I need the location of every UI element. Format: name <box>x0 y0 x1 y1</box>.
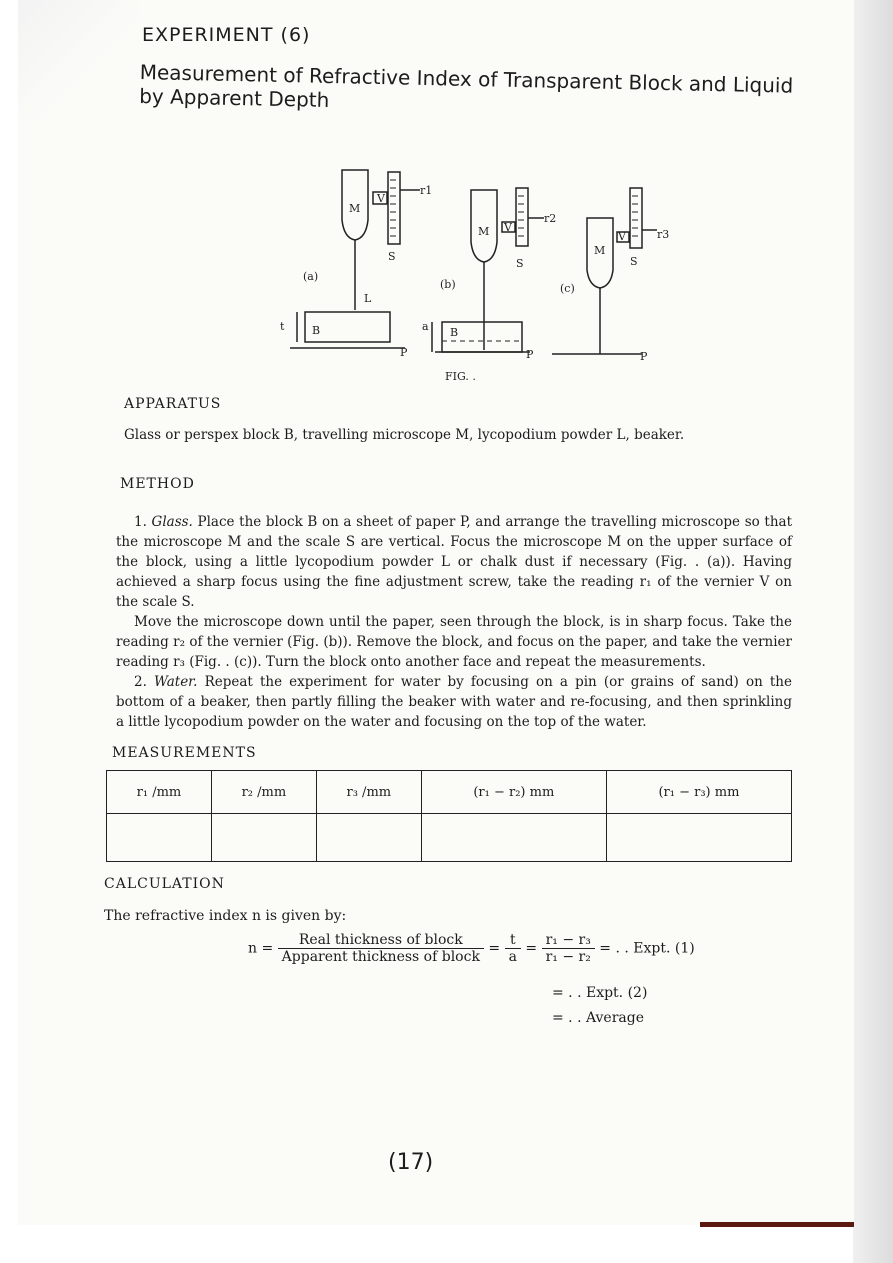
label-v-b: V <box>504 221 512 234</box>
method-step-1-text: Place the block B on a sheet of paper P, and arrange the travelling microscope so that the microscope M and the scale S are vertical. Focus the microscope M on the upper surface of the block, using a little lycopodium powder L or chalk dust if necessary (Fig. . (a)). Having achieved a sharp focus using the fine adjustment screw, take the reading r₁ of the vernier V on the scale S. <box>116 514 792 610</box>
equals-1: = <box>488 940 501 957</box>
cell-r1-minus-r2 <box>421 814 606 862</box>
readings-denominator: r₁ − r₂ <box>545 949 591 965</box>
label-t: t <box>280 320 285 333</box>
label-s-a: S <box>388 250 396 263</box>
label-a: (a) <box>303 270 319 283</box>
measurements-table <box>106 770 792 862</box>
calculation-heading: CALCULATION <box>104 876 225 892</box>
label-s-c: S <box>630 255 638 268</box>
label-p-b: P <box>526 348 534 361</box>
refractive-index-formula <box>248 932 695 965</box>
method-step-1b-text: Move the microscope down until the paper, seen through the block, is in sharp focus. Take the reading r₂ of the vernier (Fig. (b)). Remove the block, and focus on the paper, and take the vernier reading r₃ (Fig. . (c)). Turn the block onto another face and repeat the measurements. <box>116 614 792 670</box>
method-step-2-number: 2. <box>134 674 147 690</box>
label-m-c: M <box>594 244 606 257</box>
method-step-2-text: Repeat the experiment for water by focusing on a pin (or grains of sand) on the bottom of a beaker, then partly filling the beaker with water and re-focusing, and then sprinkling a little lycopodium powder on the water and focusing on the top of the water. <box>116 674 792 730</box>
average: = . . Average <box>552 1010 645 1026</box>
cell-r3 <box>316 814 421 862</box>
method-glass-paragraph <box>116 512 792 612</box>
label-l: L <box>364 292 372 305</box>
method-step-1-label: Glass. <box>151 514 193 530</box>
label-r2: r2 <box>544 212 557 225</box>
label-s-b: S <box>516 257 524 270</box>
calculation-intro: The refractive index n is given by: <box>104 908 347 924</box>
col-r3: r₃ /mm <box>316 771 421 814</box>
col-r2: r₂ /mm <box>211 771 316 814</box>
label-r3: r3 <box>657 228 670 241</box>
label-p-c: P <box>640 350 648 363</box>
label-apparent-a: a <box>422 320 429 333</box>
experiment-subtitle: Measurement of Refractive Index of Transparent Block and Liquid by Apparent Depth <box>138 60 794 112</box>
cell-r1-minus-r3 <box>606 814 791 862</box>
method-body <box>116 512 792 732</box>
table-row <box>107 814 792 862</box>
apparatus-text: Glass or perspex block B, travelling microscope M, lycopodium powder L, beaker. <box>124 427 685 443</box>
label-v-c: V <box>618 230 626 243</box>
scan-bottom-edge <box>700 1222 854 1227</box>
label-p-a: P <box>400 346 408 359</box>
measurements-heading: MEASUREMENTS <box>112 745 257 761</box>
fraction-a: a <box>508 949 517 965</box>
label-r1: r1 <box>420 184 433 197</box>
readings-numerator: r₁ − r₃ <box>542 932 595 949</box>
label-block-b: B <box>450 326 459 339</box>
label-b: (b) <box>440 278 456 291</box>
method-step-1-number: 1. <box>134 514 147 530</box>
page-fold <box>18 0 138 120</box>
method-heading: METHOD <box>120 476 195 492</box>
fraction-readings <box>542 932 595 965</box>
expt-1: = . . Expt. (1) <box>599 940 695 957</box>
page-number: (17) <box>388 1150 434 1175</box>
cell-r1 <box>107 814 212 862</box>
method-water-paragraph <box>116 672 792 732</box>
scale-c <box>630 188 642 248</box>
label-m-a: M <box>349 202 361 215</box>
col-r1-minus-r3: (r₁ − r₃) mm <box>606 771 791 814</box>
apparatus-heading: APPARATUS <box>124 396 222 412</box>
fraction-t-a <box>505 932 521 965</box>
col-r1-minus-r2: (r₁ − r₂) mm <box>421 771 606 814</box>
experiment-title: EXPERIMENT (6) <box>142 24 311 46</box>
col-r1: r₁ /mm <box>107 771 212 814</box>
real-thickness: Real thickness of block <box>278 932 484 949</box>
figure-caption: FIG. . <box>445 370 476 383</box>
equals-2: = <box>525 940 538 957</box>
method-glass-paragraph-2 <box>116 612 792 672</box>
label-m-b: M <box>478 225 490 238</box>
formula-n: n = <box>248 940 274 957</box>
cell-r2 <box>211 814 316 862</box>
expt-2: = . . Expt. (2) <box>552 985 648 1001</box>
method-step-2-label: Water. <box>154 674 198 690</box>
label-block-a: B <box>312 324 321 337</box>
table-header-row <box>107 771 792 814</box>
apparatus-figure <box>260 160 700 390</box>
fraction-t: t <box>505 932 521 949</box>
scale-b <box>516 188 528 246</box>
apparent-thickness: Apparent thickness of block <box>281 949 480 965</box>
label-c: (c) <box>560 282 575 295</box>
scan-edge <box>853 0 893 1263</box>
fraction-thickness <box>278 932 484 965</box>
label-v-a: V <box>377 192 385 205</box>
scale-a <box>388 172 400 244</box>
